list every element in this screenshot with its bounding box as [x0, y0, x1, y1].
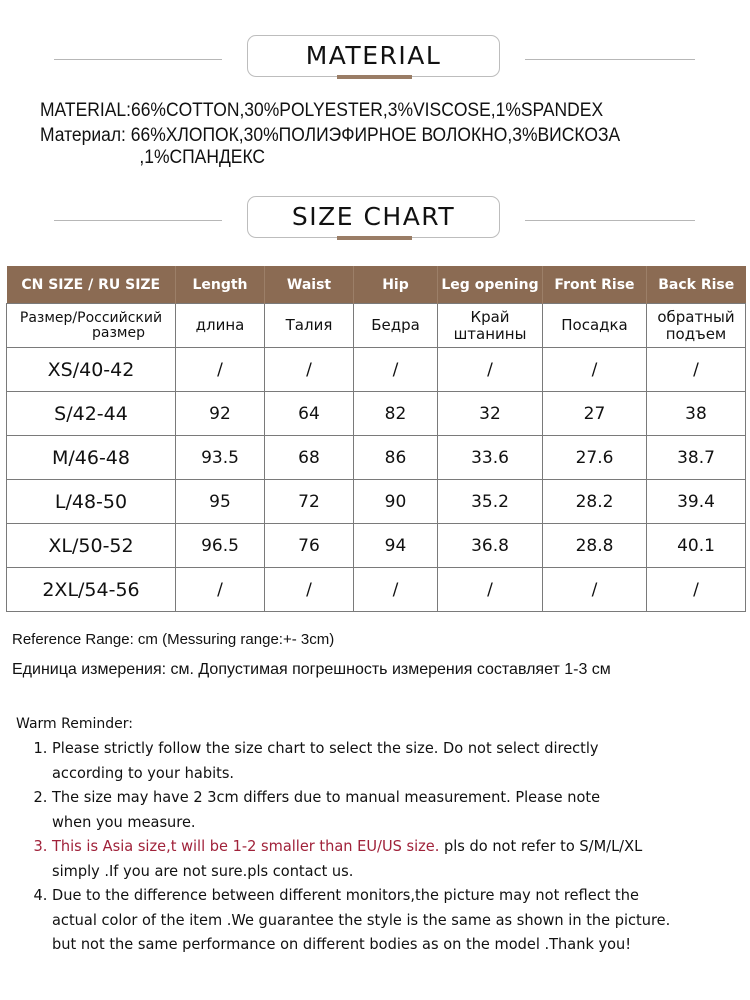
table-row — [7, 436, 746, 480]
column-header: Hip — [354, 266, 438, 304]
section-title-pill — [247, 35, 500, 77]
measurement-cell: 28.2 — [543, 480, 647, 524]
size-chart-section-header — [0, 196, 750, 244]
column-header-ru-line: подъем — [665, 324, 727, 343]
divider-line — [54, 59, 222, 60]
divider-line — [54, 220, 222, 221]
column-header-ru-line: Бедра — [371, 316, 420, 334]
reminder-text: pls do not refer to S/M/L/XL — [439, 837, 643, 855]
measurement-notes — [12, 630, 742, 681]
table-row — [7, 348, 746, 392]
measurement-cell: / — [354, 348, 438, 392]
divider-line — [525, 59, 695, 60]
reminder-text: when you measure. — [52, 812, 196, 831]
material-section-header — [0, 35, 750, 83]
measurement-cell: 39.4 — [647, 480, 746, 524]
column-header-ru-line: Посадка — [561, 316, 628, 334]
warm-reminder — [16, 714, 746, 957]
column-header: Waist — [265, 266, 354, 304]
reminder-text: The size may have 2 3cm differs due to manual measurement. Please note — [52, 788, 601, 806]
measurement-cell: 93.5 — [176, 436, 265, 480]
accent-underline — [337, 75, 412, 79]
material-ru-value: 66%ХЛОПОК,30%ПОЛИЭФИРНОЕ ВОЛОКНО,3%ВИСКОЗА — [130, 125, 621, 146]
measurement-cell: 95 — [176, 480, 265, 524]
table-row — [7, 524, 746, 568]
column-header-ru — [265, 304, 354, 348]
size-label-cell: XL/50-52 — [7, 524, 176, 568]
section-title-pill — [247, 196, 500, 238]
measurement-cell: 86 — [354, 436, 438, 480]
size-chart-table — [6, 266, 746, 612]
column-header-ru — [543, 304, 647, 348]
section-title: MATERIAL — [305, 41, 442, 70]
reminder-item — [52, 736, 748, 785]
reminder-text: but not the same performance on different bodies as on the model .Thank you! — [52, 935, 632, 953]
measurement-cell: / — [438, 348, 543, 392]
divider-line — [525, 220, 695, 221]
accent-underline — [337, 236, 412, 240]
table-row — [7, 392, 746, 436]
column-header-ru-line: размер — [92, 324, 145, 341]
table-row — [7, 568, 746, 612]
measurement-cell: 38.7 — [647, 436, 746, 480]
size-label-cell: M/46-48 — [7, 436, 176, 480]
column-header-ru — [647, 304, 746, 348]
column-header-ru — [176, 304, 265, 348]
material-en-value: 66%COTTON,30%POLYESTER,3%VISCOSE,1%SPANDEX — [130, 100, 604, 121]
measurement-cell: 28.8 — [543, 524, 647, 568]
reminder-text: simply .If you are not sure.pls contact us. — [52, 861, 354, 880]
reference-range-note: Reference Range: cm (Messuring range:+- 3cm) — [12, 631, 335, 648]
measurement-cell: / — [265, 568, 354, 612]
measurement-cell: 35.2 — [438, 480, 543, 524]
reminder-text: according to your habits. — [52, 763, 235, 782]
table-row — [7, 480, 746, 524]
material-en-label: MATERIAL: — [40, 100, 131, 121]
column-header-ru — [438, 304, 543, 348]
measurement-cell: 94 — [354, 524, 438, 568]
column-header: Back Rise — [647, 266, 746, 304]
measurement-cell: 32 — [438, 392, 543, 436]
material-ru-label: Материал: — [40, 125, 126, 146]
measurement-cell: 82 — [354, 392, 438, 436]
column-header-ru-line: Талия — [285, 316, 333, 334]
measurement-cell: / — [647, 568, 746, 612]
measurement-cell: / — [354, 568, 438, 612]
material-en — [40, 98, 684, 123]
measurement-cell: 38 — [647, 392, 746, 436]
column-header: Length — [176, 266, 265, 304]
reminder-title: Warm Reminder: — [16, 716, 133, 732]
section-title: SIZE CHART — [291, 202, 456, 231]
size-label-cell: XS/40-42 — [7, 348, 176, 392]
reminder-item — [52, 834, 748, 883]
column-header-ru — [7, 304, 176, 348]
measurement-cell: 68 — [265, 436, 354, 480]
measurement-cell: / — [176, 568, 265, 612]
measurement-cell: 36.8 — [438, 524, 543, 568]
column-header-ru — [354, 304, 438, 348]
size-label-cell: L/48-50 — [7, 480, 176, 524]
measurement-cell: / — [647, 348, 746, 392]
size-label-cell: 2XL/54-56 — [7, 568, 176, 612]
measurement-cell: / — [265, 348, 354, 392]
measurement-cell: 72 — [265, 480, 354, 524]
reference-range-note-ru: Единица измерения: см. Допустимая погрешность измерения составляет 1-3 см — [12, 661, 611, 678]
column-header-ru-line: обратный — [657, 307, 735, 326]
measurement-cell: 27 — [543, 392, 647, 436]
measurement-cell: 27.6 — [543, 436, 647, 480]
table-header-row — [7, 266, 746, 304]
measurement-cell: / — [543, 568, 647, 612]
column-header: Leg opening — [438, 266, 543, 304]
column-header: CN SIZE / RU SIZE — [7, 266, 176, 304]
measurement-cell: / — [543, 348, 647, 392]
material-composition — [40, 98, 740, 168]
column-header: Front Rise — [543, 266, 647, 304]
measurement-cell: / — [438, 568, 543, 612]
reminder-list — [16, 736, 746, 957]
measurement-cell: 33.6 — [438, 436, 543, 480]
reminder-warning-text: This is Asia size,t will be 1-2 smaller than EU/US size. — [52, 837, 440, 855]
column-header-ru-line: Размер/Российский — [19, 309, 163, 326]
material-ru-value-continued: ,1%СПАНДЕКС — [139, 147, 266, 168]
column-header-ru-line: штанины — [453, 324, 527, 343]
measurement-cell: 90 — [354, 480, 438, 524]
measurement-cell: 40.1 — [647, 524, 746, 568]
size-label-cell: S/42-44 — [7, 392, 176, 436]
measurement-cell: 92 — [176, 392, 265, 436]
measurement-cell: 64 — [265, 392, 354, 436]
reminder-item — [52, 785, 748, 834]
measurement-cell: 76 — [265, 524, 354, 568]
column-header-ru-line: длина — [195, 316, 245, 334]
reminder-item — [52, 883, 748, 957]
measurement-cell: / — [176, 348, 265, 392]
reminder-text: Please strictly follow the size chart to select the size. Do not select directly — [52, 739, 599, 757]
table-ru-header-row — [7, 304, 746, 348]
measurement-cell: 96.5 — [176, 524, 265, 568]
column-header-ru-line: Край — [470, 307, 510, 326]
reminder-text: actual color of the item .We guarantee the style is the same as shown in the picture. — [52, 910, 671, 929]
reminder-text: Due to the difference between different monitors,the picture may not reflect the — [52, 886, 639, 904]
material-ru — [40, 123, 684, 148]
